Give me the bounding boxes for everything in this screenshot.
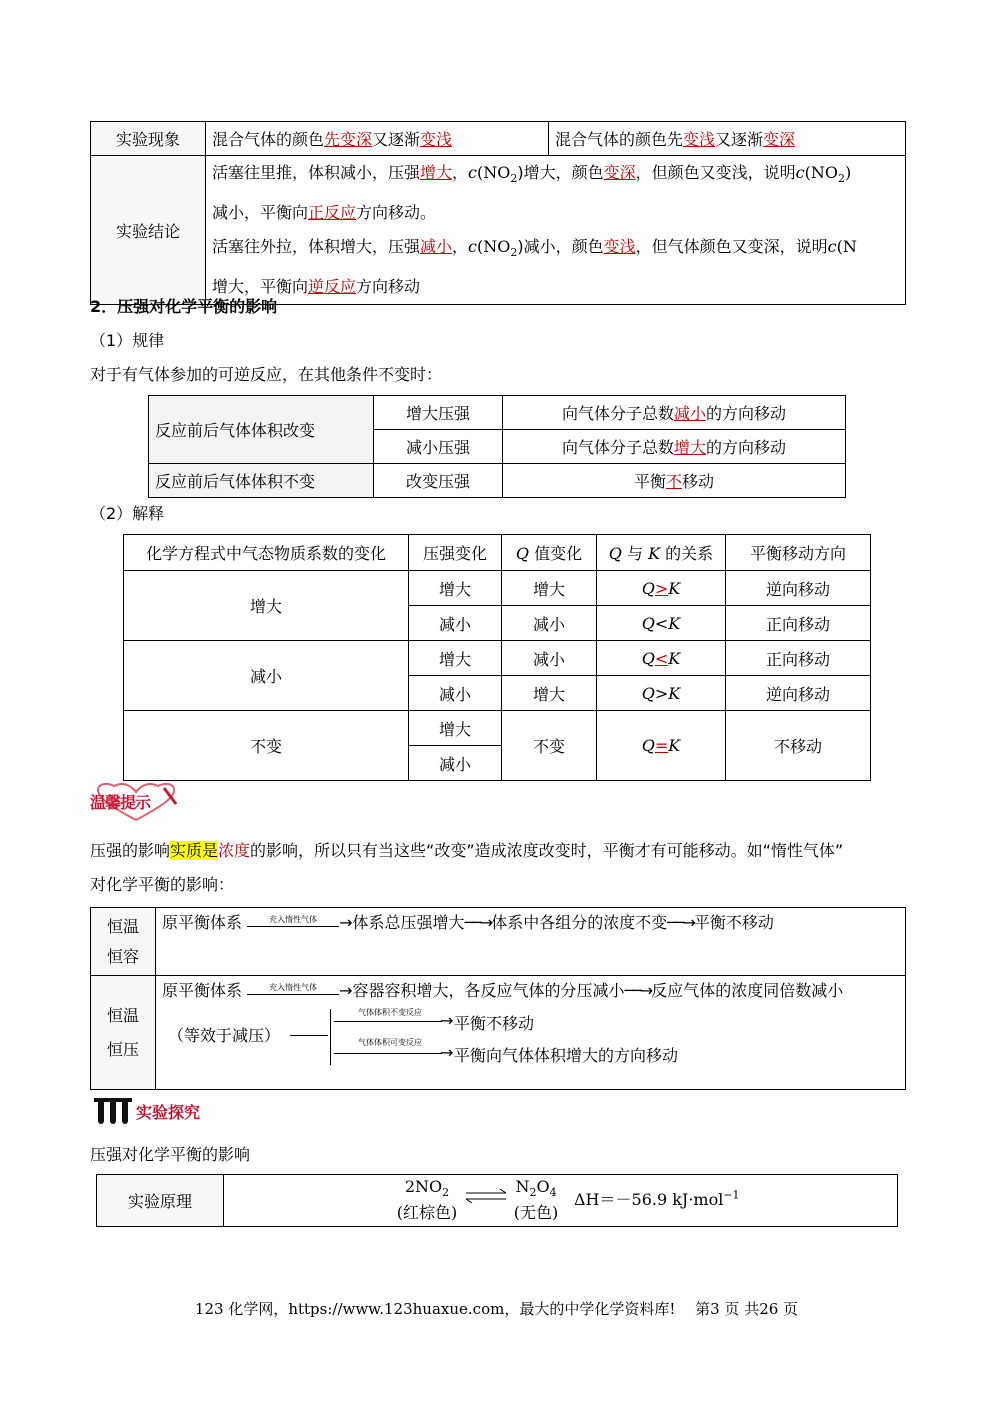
explain-table [123, 534, 871, 781]
label-phenomenon: 实验现象 [91, 122, 206, 156]
const-volume-text: 原平衡体系 充入惰性气体 →体系总压强增大──→体系中各组分的浓度不变──→平衡不移动 [156, 908, 906, 976]
const-pressure-text: 原平衡体系 充入惰性气体 →容器容积增大，各反应气体的分压减小──→反应气体的浓度同倍数减小 （等效于减压） 气体体积不变反应 → 平衡不移动 气体体积可变反应 → 平衡向气体体积增大的方向移动 [156, 976, 906, 1090]
hdr-qk: Q 与 K 的关系 [597, 535, 726, 571]
rule-decrease-pressure: 减小压强 [374, 430, 503, 464]
conclusion-text: 活塞往里推，体积减小，压强增大，$c(NO_2)$增大，颜色变深，但颜色又变浅，说明$c(NO_2)$ 减小，平衡向正反应方向移动。 活塞往外拉，体积增大，压强减小，$c(NO_2)$减小，颜色变浅，但气体颜色又变深，说明c(N 增大，平衡向逆反应方向移动 [206, 156, 906, 305]
principle-table [96, 1174, 898, 1227]
equilibrium-arrow-icon [464, 1189, 508, 1203]
table-row: 减小 [409, 606, 502, 641]
rule-decrease-result: 向气体分子总数增大的方向移动 [503, 430, 846, 464]
coef-unchanged: 不变 [124, 711, 409, 781]
branch-diagram: （等效于减压） 气体体积不变反应 → 平衡不移动 气体体积可变反应 → 平衡向气体体积增大的方向移动 [168, 1008, 679, 1065]
test-tube-icon [92, 1094, 134, 1128]
table-row: 减小 [409, 746, 502, 781]
experiment-title: 压强对化学平衡的影响 [90, 1145, 251, 1164]
table-row: 增大 [409, 571, 502, 606]
page-footer: 123 化学网，https://www.123huaxue.com，最大的中学化学资料库! 第3 页 共26 页 [194, 1300, 799, 1318]
rule-increase-result: 向气体分子总数减小的方向移动 [503, 396, 846, 430]
rule-increase-pressure: 增大压强 [374, 396, 503, 430]
table-row: 不变 [502, 711, 597, 781]
table-row: 逆向移动 [726, 571, 871, 606]
hdr-direction: 平衡移动方向 [726, 535, 871, 571]
section-title: 2．压强对化学平衡的影响 [90, 297, 278, 316]
arrow-inert-1: 充入惰性气体 [247, 920, 339, 927]
table-row: 正向移动 [726, 606, 871, 641]
label-const-volume: 恒温 恒容 [91, 908, 156, 976]
tip-badge [90, 782, 182, 822]
tip-badge-label: 温馨提示 [90, 793, 151, 812]
table-row: 减小 [502, 606, 597, 641]
enthalpy: ΔH＝－56.9 kJ·mol$^{-1}$ [574, 1188, 740, 1209]
phenomenon-right: 混合气体的颜色先变浅又逐渐变深 [549, 122, 906, 156]
table-row: 增大 [502, 676, 597, 711]
table-row: 增大 [409, 641, 502, 676]
hdr-pressure: 压强变化 [409, 535, 502, 571]
label-const-pressure: 恒温 恒压 [91, 976, 156, 1090]
rule-volume-same: 反应前后气体体积不变 [149, 464, 374, 498]
rule-volume-change: 反应前后气体体积改变 [149, 396, 374, 464]
coef-increase: 增大 [124, 571, 409, 641]
table-row: 逆向移动 [726, 676, 871, 711]
table-row: Q<K [597, 606, 726, 641]
hdr-coefficient: 化学方程式中气态物质系数的变化 [124, 535, 409, 571]
rule-no-shift: 平衡不移动 [503, 464, 846, 498]
reactant: $2NO_2$ (红棕色) [396, 1177, 458, 1223]
inert-gas-table [90, 907, 906, 1090]
experiment-table [90, 121, 906, 305]
table-row: 减小 [409, 676, 502, 711]
phenomenon-left: 混合气体的颜色先变深又逐渐变浅 [206, 122, 549, 156]
table-row: 减小 [502, 641, 597, 676]
tip-text: 压强的影响实质是浓度的影响，所以只有当这些“改变”造成浓度改变时，平衡才有可能移动。如“惰性气体” [90, 841, 844, 860]
product: $N_2O_4$ (无色) [513, 1177, 559, 1223]
subsection-rule: （1）规律 [90, 331, 165, 350]
subsection-explain: （2）解释 [90, 504, 165, 523]
tip-text-2: 对化学平衡的影响： [90, 875, 235, 894]
table-row: Q<K [597, 641, 726, 676]
table-row: 不移动 [726, 711, 871, 781]
table-row: 增大 [409, 711, 502, 746]
label-principle: 实验原理 [97, 1175, 224, 1227]
rule-change-pressure: 改变压强 [374, 464, 503, 498]
principle-equation [224, 1175, 898, 1227]
table-row: Q>K [597, 571, 726, 606]
rule-table [148, 395, 846, 498]
label-conclusion: 实验结论 [91, 156, 206, 305]
table-row: 正向移动 [726, 641, 871, 676]
hdr-q: Q 值变化 [502, 535, 597, 571]
table-row: Q>K [597, 676, 726, 711]
experiment-badge [92, 1094, 222, 1128]
coef-decrease: 减小 [124, 641, 409, 711]
table-row: 增大 [502, 571, 597, 606]
arrow-inert-2: 充入惰性气体 [247, 988, 339, 995]
table-row: Q=K [597, 711, 726, 781]
experiment-badge-label: 实验探究 [136, 1103, 201, 1122]
intro-text: 对于有气体参加的可逆反应，在其他条件不变时： [90, 365, 443, 384]
